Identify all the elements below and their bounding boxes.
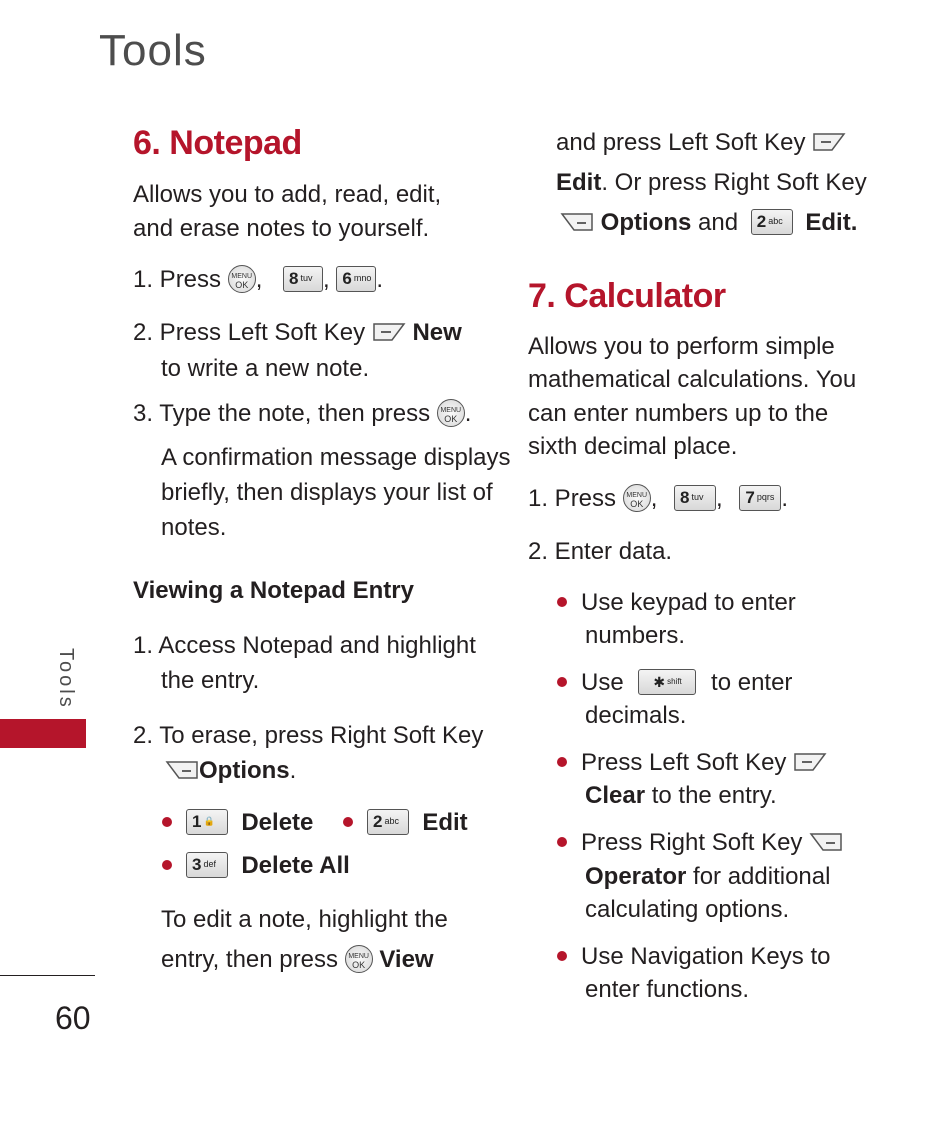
calc-bullet-4: Press Right Soft Key [557, 826, 843, 860]
bullet-icon [162, 817, 172, 827]
notepad-intro-line-1: Allows you to add, read, edit, [133, 181, 442, 208]
calculator-intro-line-2: mathematical calculations. You [528, 366, 857, 393]
menu-ok-key-icon: MENU OK [623, 484, 651, 512]
step-text: 1. Press [133, 266, 222, 293]
continued-line-3: Options and 2 abc Edit. [560, 206, 857, 240]
side-tab-marker [0, 719, 86, 748]
key-1-icon: 1 🔒 [186, 809, 228, 835]
menu-ok-key-icon: MENU OK [345, 945, 373, 973]
calc-bullet-5-cont: enter functions. [585, 976, 750, 1003]
bullet-icon [557, 597, 567, 607]
chapter-title: Tools [99, 26, 207, 75]
calc-bullet-4-cont-2: calculating options. [585, 896, 790, 923]
menu-ok-key-icon: MENU OK [437, 399, 465, 427]
calc-bullet-3: Press Left Soft Key [557, 746, 827, 780]
bullet-icon [557, 757, 567, 767]
side-tab-label: Tools [55, 648, 77, 710]
calculator-intro-line-3: can enter numbers up to the [528, 400, 829, 427]
calculator-step-2: 2. Enter data. [528, 538, 673, 565]
left-soft-key-icon [812, 130, 846, 154]
option-edit: 2 abc Edit [343, 806, 468, 840]
calc-bullet-1: Use keypad to enter [557, 586, 796, 620]
left-soft-key-icon [793, 750, 827, 774]
star-shift-key-icon: ✱ shift [638, 669, 696, 695]
right-soft-key-icon [809, 830, 843, 854]
confirmation-line-3: notes. [161, 514, 227, 541]
continued-line-1: and press Left Soft Key [556, 126, 846, 160]
calc-bullet-1-cont: numbers. [585, 622, 686, 649]
notepad-step-1: 1. Press MENU OK , 8 tuv , 6 mno . [133, 266, 384, 293]
calc-bullet-5: Use Navigation Keys to [557, 940, 830, 974]
menu-ok-key-icon: MENU OK [228, 265, 256, 293]
bullet-icon [557, 837, 567, 847]
bullet-icon [162, 860, 172, 870]
edit-note-line-2: entry, then press MENU OK View [161, 946, 434, 973]
viewing-step-1-cont: the entry. [161, 667, 260, 694]
edit-note-line-1: To edit a note, highlight the [161, 906, 448, 933]
right-soft-key-icon [165, 758, 199, 782]
calc-bullet-4-cont: Operator for additional [585, 863, 831, 890]
page-number: 60 [55, 1000, 91, 1036]
notepad-intro-line-2: and erase notes to yourself. [133, 215, 430, 242]
calculator-intro-line-1: Allows you to perform simple [528, 333, 835, 360]
viewing-heading: Viewing a Notepad Entry [133, 577, 414, 604]
key-6-icon: 6 mno [336, 266, 376, 292]
notepad-step-3: 3. Type the note, then press MENU OK . [133, 400, 472, 427]
bullet-icon [557, 951, 567, 961]
calculator-heading: 7. Calculator [528, 277, 726, 315]
continued-line-2: Edit. Or press Right Soft Key [556, 169, 867, 196]
key-8-icon: 8 tuv [674, 485, 716, 511]
viewing-step-1: 1. Access Notepad and highlight [133, 632, 476, 659]
viewing-step-2: 2. To erase, press Right Soft Key [133, 722, 484, 749]
confirmation-line-2: briefly, then displays your list of [161, 479, 493, 506]
notepad-step-2: 2. Press Left Soft Key New [133, 319, 462, 346]
key-3-icon: 3 def [186, 852, 228, 878]
calc-bullet-2-cont: decimals. [585, 702, 687, 729]
calculator-intro-line-4: sixth decimal place. [528, 433, 738, 460]
bullet-icon [557, 677, 567, 687]
option-delete: 1 🔒 Delete [162, 806, 313, 840]
key-8-icon: 8 tuv [283, 266, 323, 292]
confirmation-line-1: A confirmation message displays [161, 444, 511, 471]
left-soft-key-icon [372, 320, 406, 344]
option-delete-all: 3 def Delete All [162, 849, 350, 883]
viewing-step-2-cont: Options. [165, 754, 296, 788]
calculator-step-1: 1. Press MENU OK , 8 tuv , 7 pqrs . [528, 485, 789, 512]
key-7-icon: 7 pqrs [739, 485, 781, 511]
calc-bullet-3-cont: Clear to the entry. [585, 782, 777, 809]
right-soft-key-icon [560, 210, 594, 234]
footer-rule [0, 975, 95, 976]
notepad-step-2-cont: to write a new note. [161, 355, 370, 382]
bullet-icon [343, 817, 353, 827]
key-2-icon: 2 abc [367, 809, 409, 835]
calc-bullet-2: Use ✱ shift to enter [557, 666, 792, 700]
notepad-heading: 6. Notepad [133, 124, 302, 162]
key-2-icon: 2 abc [751, 209, 793, 235]
